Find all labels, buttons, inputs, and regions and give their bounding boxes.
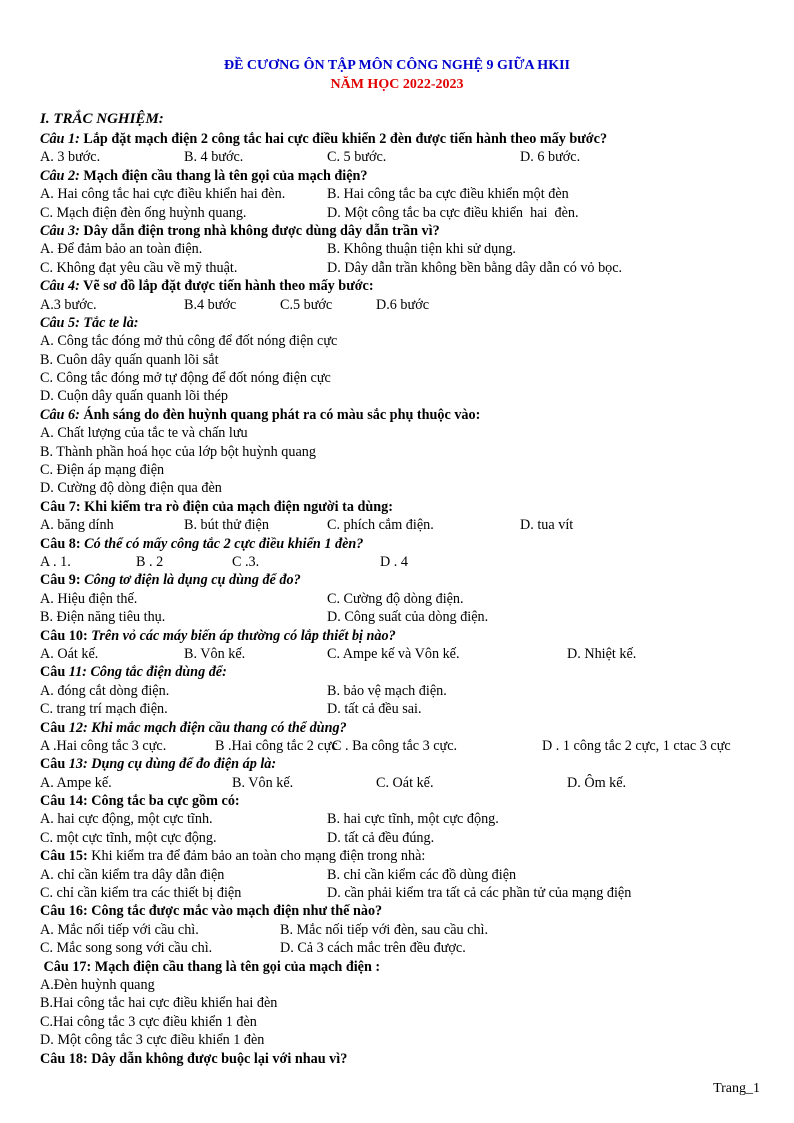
answer-options-line [40,351,780,369]
question-line [40,406,780,424]
answer-options-line [40,976,780,994]
question-line [40,792,780,810]
answer-option: B.4 bước [184,296,237,313]
school-year: NĂM HỌC 2022-2023 [330,77,464,92]
answer-option: C. Ampe kế và Vôn kế. [327,645,460,662]
answer-option: A. Oát kế. [40,645,99,662]
answer-option: B. bút thử điện [184,517,269,534]
answer-option: A. Mắc nối tiếp với cầu chì. [40,921,199,938]
answer-option: A .Hai công tắc 3 cực. [40,737,167,754]
answer-option: B.Hai công tắc hai cực điều khiển hai đèn [40,995,278,1012]
answer-option: C. phích cắm điện. [327,517,434,534]
question-line [40,755,780,773]
question-label: Câu [40,664,66,681]
question-line [40,847,780,865]
answer-options-line [40,259,780,277]
answer-option: B. Vôn kế. [184,645,246,662]
answer-option: A. Hiệu điện thế. [40,590,138,607]
answer-options-line [40,240,780,258]
question-label: Câu 2: [40,167,80,184]
answer-option: A. Chất lượng của tắc te và chấn lưu [40,425,248,442]
answer-options-line [40,810,780,828]
question-label: Câu 10: [40,627,88,644]
answer-options-line [40,645,780,663]
answer-option: A. Hai công tắc hai cực điều khiển hai đèn. [40,186,286,203]
answer-option: B. Hai công tắc ba cực điều khiển một đèn [327,186,569,203]
answer-option: D. Ôm kế. [567,774,627,791]
answer-option: B . 2 [136,553,164,570]
question-label: Câu 8: [40,535,81,552]
question-text: Vẽ sơ đồ lắp đặt được tiến hành theo mấy bước: [79,278,374,295]
answer-option: A. hai cực động, một cực tĩnh. [40,811,213,828]
question-label: Câu 15: [40,848,88,865]
question-label: Câu [40,756,66,773]
question-label: Câu 5: Tắc te là: [40,314,139,331]
question-text: Công tắc được mắc vào mạch điện như thế nào? [87,903,383,920]
answer-option: D. Nhiệt kế. [567,645,637,662]
question-label: Câu 1: [40,131,80,147]
answer-options-line [40,204,780,222]
question-line [40,167,780,185]
question-label: Câu 14: [40,793,88,810]
question-label: Câu 17: [40,958,92,975]
question-label: Câu 16: [40,903,88,920]
question-text: Trên vỏ các máy biến áp thường có lắp thiết bị nào? [87,627,396,644]
answer-option: C.5 bước [280,296,333,313]
question-line [40,719,780,737]
answer-option: B. hai cực tĩnh, một cực động. [327,811,499,828]
question-line [40,222,780,240]
answer-option: C. chỉ cần kiểm tra các thiết bị điện [40,885,242,902]
answer-options-line [40,369,780,387]
question-text: 13: Dụng cụ dùng để đo điện áp là: [65,756,277,773]
answer-options-line [40,921,780,939]
section-heading: I. TRẮC NGHIỆM: [40,111,164,127]
answer-option: A. chỉ cần kiểm tra dây dẫn điện [40,866,225,883]
answer-option: D. Công suất của dòng điện. [327,609,489,626]
question-line [40,277,780,295]
answer-option: A. Ampe kế. [40,774,112,791]
answer-option: C. Oát kế. [376,774,434,791]
question-text: Khi kiểm tra để đảm bảo an toàn cho mạng điện trong nhà: [87,848,426,865]
answer-option: D. tất cả đều đúng. [327,829,435,846]
answer-options-line [40,774,780,792]
answer-option: C. Mạch điện đèn ống huỳnh quang. [40,204,247,221]
answer-option: D. tất cả đều sai. [327,701,422,718]
question-label: Câu 4: [40,278,80,295]
question-line [40,902,780,920]
answer-options-line [40,737,780,755]
document-title: ĐỀ CƯƠNG ÔN TẬP MÔN CÔNG NGHỆ 9 GIỮA HKII [223,58,570,73]
question-list [40,130,780,1068]
question-text: Dây dẫn không được buộc lại với nhau vì? [87,1050,348,1067]
answer-option: A. Công tắc đóng mở thủ công để đốt nóng điện cực [40,333,338,350]
answer-option: C. Điện áp mạng điện [40,462,165,479]
answer-options-line [40,332,780,350]
answer-option: D. Cả 3 cách mắc trên đều được. [280,940,466,957]
question-line [40,663,780,681]
question-line [40,130,780,148]
answer-option: A . 1. [40,553,71,570]
question-text: 11: Công tắc điện dùng để: [65,664,227,681]
answer-options-line [40,479,780,497]
answer-options-line [40,516,780,534]
answer-option: B. bảo vệ mạch điện. [327,682,447,699]
answer-option: B. Vôn kế. [232,774,294,791]
question-text: Mạch điện cầu thang là tên gọi của mạch điện? [79,167,368,184]
question-line [40,314,780,332]
question-text: Lắp đặt mạch điện 2 công tắc hai cực điều khiển 2 đèn được tiến hành theo mấy bước? [79,131,608,147]
answer-options-line [40,608,780,626]
answer-option: D . 4 [380,553,408,570]
question-text: Công tắc ba cực gồm có: [87,793,240,810]
question-line [40,498,780,516]
answer-option: C. một cực tĩnh, một cực động. [40,829,217,846]
answer-option: C.Hai công tắc 3 cực điều khiển 1 đèn [40,1013,257,1030]
question-label: Câu 7: [40,498,81,515]
question-text: 12: Khi mắc mạch điện cầu thang có thể dùng? [65,719,347,736]
question-line [40,627,780,645]
answer-options-line [40,185,780,203]
answer-option: D.6 bước [376,296,430,313]
answer-options-line [40,884,780,902]
answer-option: B. 4 bước. [184,149,244,166]
answer-option: C .3. [232,553,260,570]
answer-options-line [40,1013,780,1031]
answer-option: D. tua vít [520,517,574,534]
answer-option: A. đóng cắt dòng điện. [40,682,170,699]
answer-options-line [40,939,780,957]
question-text: Ánh sáng do đèn huỳnh quang phát ra có màu sắc phụ thuộc vào: [79,406,481,423]
answer-option: D. Một công tắc ba cực điều khiển hai đèn. [327,204,579,221]
question-label: Câu 3: [40,222,80,239]
answer-option: A. 3 bước. [40,149,101,166]
answer-option: A. Để đảm bảo an toàn điện. [40,241,203,258]
question-text: Mạch điện cầu thang là tên gọi của mạch điện : [91,958,381,975]
answer-options-line [40,682,780,700]
question-label: Câu 9: [40,572,81,589]
answer-option: D. Cuộn dây quấn quanh lõi thép [40,388,228,405]
answer-options-line [40,1031,780,1049]
question-text: Dây dẫn điện trong nhà không được dùng dây dẫn trần vì? [79,222,440,239]
question-text: Công tơ điện là dụng cụ dùng để đo? [80,572,301,589]
question-label: Câu 6: [40,406,80,423]
question-line [40,958,780,976]
answer-options-line [40,590,780,608]
answer-options-line [40,553,780,571]
answer-option: B. Cuôn dây quấn quanh lõi sắt [40,351,219,368]
answer-options-line [40,866,780,884]
answer-options-line [40,700,780,718]
answer-option: D. Dây dẫn trần không bền bằng dây dẫn có vỏ bọc. [327,259,623,276]
answer-option: B. Mắc nối tiếp với đèn, sau cầu chì. [280,921,489,938]
answer-option: A.Đèn huỳnh quang [40,976,155,993]
answer-option: C. Mắc song song với cầu chì. [40,940,213,957]
question-label: Câu [40,719,66,736]
page-number: Trang_1 [713,1081,760,1096]
question-line [40,1050,780,1068]
answer-option: B. Không thuận tiện khi sử dụng. [327,241,516,258]
answer-options-line [40,829,780,847]
answer-options-line [40,148,780,166]
answer-options-line [40,461,780,479]
answer-option: B. Thành phần hoá học của lớp bột huỳnh quang [40,443,316,460]
answer-option: C. 5 bước. [327,149,387,166]
answer-options-line [40,387,780,405]
answer-options-line [40,994,780,1012]
answer-option: C . Ba công tắc 3 cực. [332,737,458,754]
answer-option: B. chỉ cần kiểm các đồ dùng điện [327,866,517,883]
answer-option: D . 1 công tắc 2 cực, 1 ctac 3 cực [542,737,731,754]
answer-option: B. Điện năng tiêu thụ. [40,609,166,626]
answer-option: C. Cường độ dòng điện. [327,590,464,607]
question-line [40,535,780,553]
answer-options-line [40,424,780,442]
answer-options-line [40,443,780,461]
answer-option: D. Cường độ dòng điện qua đèn [40,480,222,497]
answer-option: A.3 bước. [40,296,97,313]
question-text: Có thể có mấy công tắc 2 cực điều khiển 1 đèn? [80,535,364,552]
answer-option: A. băng dính [40,517,114,534]
answer-option: D. 6 bước. [520,149,581,166]
question-text: Khi kiểm tra rò điện của mạch điện người ta dùng: [80,498,393,515]
answer-option: C. Không đạt yêu cầu về mỹ thuật. [40,259,238,276]
answer-option: C. trang trí mạch điện. [40,701,168,718]
answer-option: D. Một công tắc 3 cực điều khiển 1 đèn [40,1032,265,1049]
answer-option: B .Hai công tắc 2 cực [215,737,338,754]
answer-options-line [40,296,780,314]
answer-option: C. Công tắc đóng mở tự động để đốt nóng điện cực [40,370,331,387]
answer-option: D. cần phải kiểm tra tất cả các phần tử của mạng điện [327,885,632,902]
question-label: Câu 18: [40,1050,88,1067]
question-line [40,571,780,589]
